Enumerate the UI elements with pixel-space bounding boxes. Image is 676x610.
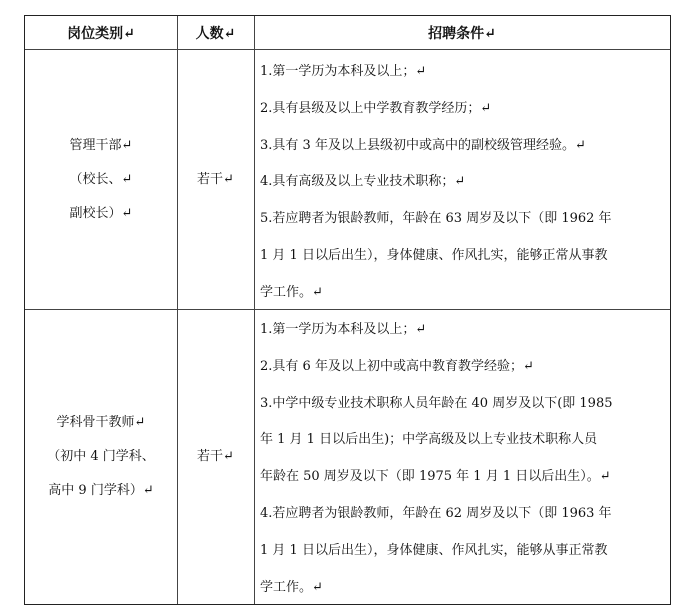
requirement-line: 年 1 月 1 日以后出生)；中学高级及以上专业技术职称人员: [260, 432, 598, 448]
category-line: 学科骨干教师↵: [56, 415, 146, 430]
requirement-line: 3.具有 3 年及以上县级初中或高中的副校级管理经验。↵: [260, 137, 586, 153]
count-value: 若干↵: [197, 171, 234, 187]
category-line: 高中 9 门学科）↵: [48, 483, 154, 498]
row-2-requirements: [256, 312, 668, 606]
requirement-line: 5.若应聘者为银龄教师，年龄在 63 周岁及以下（即 1962 年: [260, 211, 612, 227]
requirement-line: 2.具有 6 年及以上初中或高中教育教学经验；↵: [260, 358, 534, 374]
requirement-line: 1 月 1 日以后出生），身体健康、作风扎实，能够从事正常教: [260, 542, 608, 558]
column-divider: [254, 16, 255, 604]
row-2-count: [177, 310, 254, 604]
row-1-category: [25, 50, 177, 309]
requirement-line: 3.中学中级专业技术职称人员年龄在 40 周岁及以下(即 1985: [260, 395, 613, 411]
requirement-line: 4.具有高级及以上专业技术职称；↵: [260, 174, 466, 190]
category-line: 管理干部↵: [69, 137, 133, 153]
requirement-line: 1.第一学历为本科及以上；↵: [260, 322, 427, 337]
count-value: 若干↵: [197, 449, 234, 464]
requirement-line: 2.具有县级及以上中学教育教学经历；↵: [260, 100, 492, 116]
requirement-line: 1 月 1 日以后出生），身体健康、作风扎实，能够正常从事教: [260, 247, 608, 263]
category-line: （初中 4 门学科、: [47, 449, 155, 464]
category-line: 副校长）↵: [69, 205, 133, 221]
requirement-line: 学工作。↵: [260, 284, 323, 300]
requirement-line: 学工作。↵: [260, 579, 323, 595]
row-2-category: [25, 310, 177, 604]
requirement-line: 4.若应聘者为银龄教师，年龄在 62 周岁及以下（即 1963 年: [260, 505, 612, 521]
header-requirements: 招聘条件↵: [428, 25, 496, 42]
requirement-line: 1.第一学历为本科及以上；↵: [260, 64, 427, 79]
row-1-count: [177, 50, 254, 309]
category-line: （校长、↵: [69, 171, 133, 187]
requirement-line: 年龄在 50 周岁及以下（即 1975 年 1 月 1 日以后出生）。↵: [260, 469, 611, 485]
recruitment-table: [24, 15, 671, 605]
header-count: 人数↵: [195, 25, 236, 42]
header-category: 岗位类别↵: [67, 25, 135, 42]
row-1-requirements: [256, 54, 668, 312]
